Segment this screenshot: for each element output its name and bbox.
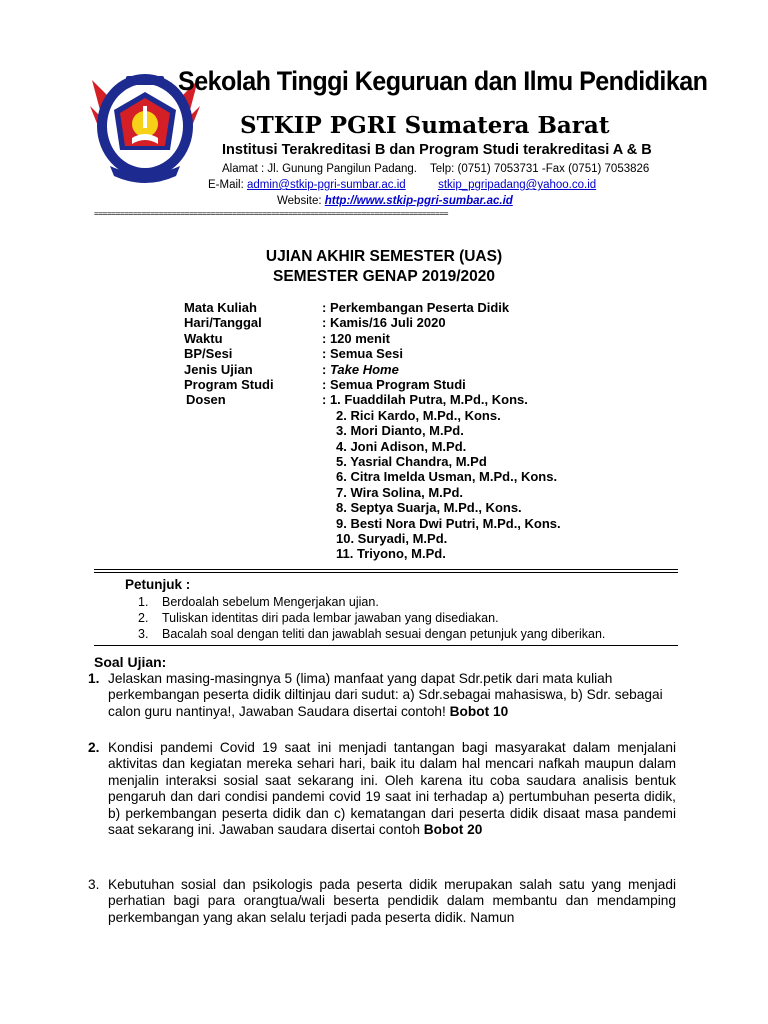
question-number: 1. — [88, 671, 100, 686]
exam-info-labels — [184, 300, 274, 408]
question-number: 2. — [88, 740, 100, 755]
list-item — [138, 626, 605, 642]
soal-title: Soal Ujian: — [94, 654, 167, 670]
petunjuk-list — [138, 594, 605, 642]
exam-semester: SEMESTER GENAP 2019/2020 — [273, 268, 495, 285]
list-item — [138, 610, 605, 626]
institution-name: STKIP PGRI Sumatera Barat — [240, 112, 610, 139]
label-mata-kuliah: Mata Kuliah — [184, 300, 257, 315]
list-item-number: 2. — [138, 611, 149, 625]
question-number: 3. — [88, 877, 100, 892]
exam-info-values — [322, 300, 528, 408]
website-label: Website: — [277, 195, 322, 207]
value-dosen-first: : 1. Fuaddilah Putra, M.Pd., Kons. — [322, 392, 528, 408]
accreditation-text: Institusi Terakreditasi B dan Program Studi terakreditasi A & B — [222, 142, 652, 158]
lecturer-item: 7. Wira Solina, M.Pd. — [336, 484, 464, 500]
list-item-number: 3. — [138, 627, 149, 641]
lecturer-item: 8. Septya Suarja, M.Pd., Kons. — [336, 500, 522, 516]
value-jenis-ujian — [322, 362, 528, 377]
value-jenis-ujian-text: Take Home — [329, 361, 399, 377]
email-label: E-Mail: — [208, 179, 244, 191]
value-jenis-ujian-prefix: : — [322, 361, 330, 377]
list-item-text: Berdoalah sebelum Mengerjakan ujian. — [162, 595, 379, 609]
lecturer-item: 5. Yasrial Chandra, M.Pd — [336, 454, 487, 470]
lecturer-list — [336, 408, 561, 562]
label-dosen: Dosen — [186, 392, 226, 408]
list-item-number: 1. — [138, 595, 149, 609]
lecturer-item: 2. Rici Kardo, M.Pd., Kons. — [336, 407, 501, 423]
question-text: Jelaskan masing-masingnya 5 (lima) manfaat yang dapat Sdr.petik dari mata kuliah perkembangan peserta didik diltinjau dari sudut: a) Sdr.sebagai mahasiswa, b) Sdr. sebagai calon guru nantinya!, Jawaban Saudara disertai contoh! — [108, 671, 663, 719]
lecturer-item: 6. Citra Imelda Usman, M.Pd., Kons. — [336, 469, 558, 485]
label-waktu: Waktu — [184, 330, 223, 346]
question-bobot: Bobot 10 — [449, 703, 509, 719]
petunjuk-title: Petunjuk : — [125, 577, 191, 592]
website-row — [277, 195, 513, 207]
question-2 — [88, 740, 676, 838]
value-program-studi: : Semua Program Studi — [322, 376, 466, 392]
list-item-text: Bacalah soal dengan teliti dan jawablah sesuai dengan petunjuk yang diberikan. — [162, 627, 606, 641]
petunjuk-rule-bottom — [94, 645, 678, 646]
question-bobot: Bobot 20 — [423, 822, 483, 838]
value-waktu: : 120 menit — [322, 330, 390, 346]
value-bp-sesi: : Semua Sesi — [322, 346, 403, 362]
value-hari-tanggal: : Kamis/16 Juli 2020 — [322, 315, 446, 331]
email-row — [208, 179, 596, 191]
lecturer-item: 9. Besti Nora Dwi Putri, M.Pd., Kons. — [336, 515, 561, 531]
list-item-text: Tuliskan identitas diri pada lembar jawaban yang disediakan. — [162, 611, 499, 625]
header-separator: ================================================================================== — [94, 209, 448, 218]
question-3 — [88, 877, 676, 926]
label-jenis-ujian: Jenis Ujian — [184, 361, 253, 377]
question-1 — [88, 671, 676, 720]
value-mata-kuliah: : Perkembangan Peserta Didik — [322, 300, 510, 315]
lecturer-item: 10. Suryadi, M.Pd. — [336, 531, 448, 547]
petunjuk-rule-top — [94, 569, 678, 570]
petunjuk-rule-top-2 — [94, 572, 678, 573]
lecturer-item: 4. Joni Adison, M.Pd. — [336, 438, 467, 454]
lecturer-item: 3. Mori Dianto, M.Pd. — [336, 423, 464, 439]
phone-text: Telp: (0751) 7053731 -Fax (0751) 7053826 — [430, 163, 650, 175]
question-text: Kondisi pandemi Covid 19 saat ini menjadi tantangan bagi masyarakat dalam menjalani aktivitas dan kegiatan mereka sehari hari, baik itu dalam hal mencari nafkah maupun dalam menjalin interaksi sosial saat sekarang ini. Oleh karena itu coba saudara analisis bentuk pengaruh dan dari condisi pandemi covid 19 saat ini terhadap a) pertumbuhan peserta didik, b) perkembangan peserta didik dan c) kematangan dari peserta didik disaat masa pandemi saat sekarang ini. Jawaban saudara disertai contoh — [108, 740, 676, 838]
label-hari-tanggal: Hari/Tanggal — [184, 315, 262, 331]
email-link-admin[interactable]: admin@stkip-pgri-sumbar.ac.id — [246, 179, 406, 191]
question-text: Kebutuhan sosial dan psikologis pada peserta didik merupakan salah satu yang menjadi perhatian bagi para orangtua/wali beserta pendidik dalam membantu dan mendamping perkembangan yang akan selalu terjadi pada peserta didik. Namun — [108, 877, 676, 925]
label-bp-sesi: BP/Sesi — [184, 346, 233, 362]
institution-title: Sekolah Tinggi Keguruan dan Ilmu Pendidikan — [178, 66, 708, 96]
list-item — [138, 594, 605, 610]
email-link-yahoo[interactable]: stkip_pgripadang@yahoo.co.id — [438, 179, 597, 191]
website-link[interactable]: http://www.stkip-pgri-sumbar.ac.id — [324, 195, 513, 207]
label-program-studi: Program Studi — [184, 376, 274, 392]
address-text: Alamat : Jl. Gunung Pangilun Padang. — [222, 163, 417, 175]
lecturer-item: 11. Triyono, M.Pd. — [336, 546, 446, 562]
exam-title: UJIAN AKHIR SEMESTER (UAS) — [265, 248, 503, 265]
